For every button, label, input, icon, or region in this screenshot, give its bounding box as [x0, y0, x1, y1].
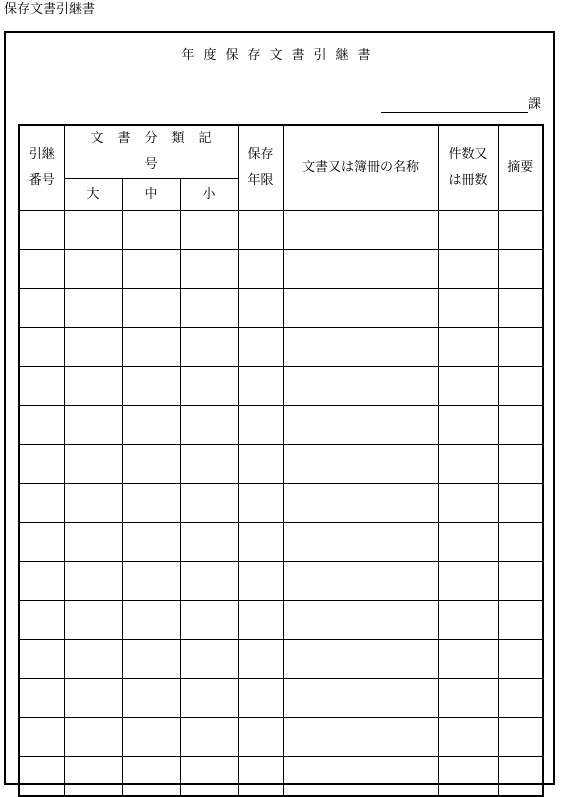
header-class-large: 大: [64, 179, 122, 211]
cell-count[interactable]: [438, 562, 498, 601]
cell-count[interactable]: [438, 406, 498, 445]
cell-remarks[interactable]: [498, 640, 543, 679]
cell-count[interactable]: [438, 523, 498, 562]
cell-class-small[interactable]: [180, 757, 238, 797]
cell-class-medium[interactable]: [122, 601, 180, 640]
cell-remarks[interactable]: [498, 718, 543, 757]
table-row: [19, 562, 543, 601]
cell-document-name[interactable]: [283, 718, 438, 757]
table-row: [19, 640, 543, 679]
cell-document-name[interactable]: [283, 640, 438, 679]
header-remarks: 摘要: [498, 125, 543, 211]
cell-document-name[interactable]: [283, 367, 438, 406]
cell-document-name[interactable]: [283, 328, 438, 367]
cell-class-small[interactable]: [180, 718, 238, 757]
cell-transfer-number[interactable]: [19, 601, 64, 640]
transfer-register-table: [18, 124, 544, 797]
cell-retention-period[interactable]: [238, 523, 283, 562]
cell-remarks[interactable]: [498, 484, 543, 523]
cell-count[interactable]: [438, 601, 498, 640]
cell-class-medium[interactable]: [122, 640, 180, 679]
cell-count[interactable]: [438, 718, 498, 757]
cell-class-medium[interactable]: [122, 328, 180, 367]
cell-class-large[interactable]: [64, 211, 122, 250]
cell-transfer-number[interactable]: [19, 406, 64, 445]
cell-class-small[interactable]: [180, 640, 238, 679]
table-row: [19, 484, 543, 523]
table-row: [19, 367, 543, 406]
cell-class-large[interactable]: [64, 328, 122, 367]
cell-class-small[interactable]: [180, 289, 238, 328]
cell-class-medium[interactable]: [122, 562, 180, 601]
cell-remarks[interactable]: [498, 211, 543, 250]
cell-class-large[interactable]: [64, 679, 122, 718]
cell-transfer-number[interactable]: [19, 211, 64, 250]
cell-document-name[interactable]: [283, 679, 438, 718]
cell-document-name[interactable]: [283, 445, 438, 484]
table-row: [19, 523, 543, 562]
cell-remarks[interactable]: [498, 406, 543, 445]
cell-retention-period[interactable]: [238, 289, 283, 328]
cell-count[interactable]: [438, 484, 498, 523]
cell-transfer-number[interactable]: [19, 367, 64, 406]
cell-class-medium[interactable]: [122, 250, 180, 289]
cell-remarks[interactable]: [498, 757, 543, 797]
cell-count[interactable]: [438, 445, 498, 484]
header-count-line1: 件数又: [448, 147, 488, 162]
cell-class-small[interactable]: [180, 445, 238, 484]
table-row: [19, 211, 543, 250]
cell-document-name[interactable]: [283, 211, 438, 250]
department-name-line: [381, 112, 528, 113]
header-retention-period-line2: 年限: [247, 173, 274, 188]
header-retention-period: [238, 125, 283, 211]
cell-count[interactable]: [438, 757, 498, 797]
table-row: [19, 679, 543, 718]
cell-document-name[interactable]: [283, 562, 438, 601]
cell-retention-period[interactable]: [238, 211, 283, 250]
cell-remarks[interactable]: [498, 367, 543, 406]
cell-class-large[interactable]: [64, 484, 122, 523]
cell-count[interactable]: [438, 250, 498, 289]
cell-class-small[interactable]: [180, 484, 238, 523]
header-transfer-number-line2: 番号: [28, 173, 55, 188]
cell-remarks[interactable]: [498, 601, 543, 640]
cell-document-name[interactable]: [283, 406, 438, 445]
cell-retention-period[interactable]: [238, 445, 283, 484]
cell-transfer-number[interactable]: [19, 718, 64, 757]
cell-class-large[interactable]: [64, 718, 122, 757]
cell-remarks[interactable]: [498, 679, 543, 718]
cell-class-medium[interactable]: [122, 445, 180, 484]
cell-class-small[interactable]: [180, 367, 238, 406]
table-row: [19, 445, 543, 484]
table-row: [19, 289, 543, 328]
cell-document-name[interactable]: [283, 289, 438, 328]
cell-document-name[interactable]: [283, 757, 438, 797]
cell-class-large[interactable]: [64, 640, 122, 679]
cell-class-medium[interactable]: [122, 406, 180, 445]
cell-transfer-number[interactable]: [19, 679, 64, 718]
cell-class-medium[interactable]: [122, 718, 180, 757]
cell-retention-period[interactable]: [238, 406, 283, 445]
cell-retention-period[interactable]: [238, 250, 283, 289]
table-row: [19, 328, 543, 367]
cell-class-small[interactable]: [180, 406, 238, 445]
cell-retention-period[interactable]: [238, 484, 283, 523]
cell-retention-period[interactable]: [238, 718, 283, 757]
cell-class-large[interactable]: [64, 562, 122, 601]
cell-transfer-number[interactable]: [19, 484, 64, 523]
cell-count[interactable]: [438, 679, 498, 718]
header-classification-code: 文書分類記号: [64, 125, 238, 179]
cell-class-large[interactable]: [64, 445, 122, 484]
cell-retention-period[interactable]: [238, 562, 283, 601]
cell-class-large[interactable]: [64, 367, 122, 406]
cell-class-large[interactable]: [64, 601, 122, 640]
cell-count[interactable]: [438, 328, 498, 367]
cell-class-small[interactable]: [180, 562, 238, 601]
cell-class-medium[interactable]: [122, 523, 180, 562]
cell-count[interactable]: [438, 640, 498, 679]
cell-class-large[interactable]: [64, 406, 122, 445]
cell-transfer-number[interactable]: [19, 640, 64, 679]
header-transfer-number-line1: 引継: [28, 147, 55, 162]
department-suffix: 課: [528, 97, 542, 112]
cell-class-medium[interactable]: [122, 367, 180, 406]
cell-class-large[interactable]: [64, 757, 122, 797]
cell-class-medium[interactable]: [122, 484, 180, 523]
cell-retention-period[interactable]: [238, 601, 283, 640]
cell-class-small[interactable]: [180, 328, 238, 367]
table-row: [19, 757, 543, 797]
cell-transfer-number[interactable]: [19, 562, 64, 601]
cell-class-large[interactable]: [64, 289, 122, 328]
cell-retention-period[interactable]: [238, 679, 283, 718]
cell-document-name[interactable]: [283, 601, 438, 640]
register-body: [19, 211, 543, 797]
cell-retention-period[interactable]: [238, 640, 283, 679]
cell-count[interactable]: [438, 367, 498, 406]
cell-remarks[interactable]: [498, 562, 543, 601]
cell-transfer-number[interactable]: [19, 250, 64, 289]
cell-document-name[interactable]: [283, 250, 438, 289]
header-count: [438, 125, 498, 211]
cell-count[interactable]: [438, 211, 498, 250]
header-class-small: 小: [180, 179, 238, 211]
cell-transfer-number[interactable]: [19, 289, 64, 328]
cell-transfer-number[interactable]: [19, 445, 64, 484]
table-row: [19, 601, 543, 640]
cell-class-large[interactable]: [64, 523, 122, 562]
cell-class-small[interactable]: [180, 523, 238, 562]
header-document-name: 文書又は簿冊の名称: [283, 125, 438, 211]
table-row: [19, 718, 543, 757]
table-row: [19, 250, 543, 289]
document-caption: 保存文書引継書: [4, 2, 96, 17]
header-class-medium: 中: [122, 179, 180, 211]
cell-class-large[interactable]: [64, 250, 122, 289]
cell-remarks[interactable]: [498, 250, 543, 289]
cell-count[interactable]: [438, 289, 498, 328]
cell-remarks[interactable]: [498, 445, 543, 484]
form-title: 年度保存文書引継書: [181, 48, 380, 63]
cell-class-medium[interactable]: [122, 757, 180, 797]
cell-remarks[interactable]: [498, 289, 543, 328]
cell-class-small[interactable]: [180, 601, 238, 640]
cell-transfer-number[interactable]: [19, 757, 64, 797]
cell-class-small[interactable]: [180, 211, 238, 250]
header-transfer-number: [19, 125, 64, 211]
header-count-line2: は冊数: [448, 173, 488, 188]
cell-class-medium[interactable]: [122, 289, 180, 328]
cell-class-medium[interactable]: [122, 211, 180, 250]
cell-document-name[interactable]: [283, 484, 438, 523]
cell-remarks[interactable]: [498, 328, 543, 367]
table-row: [19, 406, 543, 445]
cell-document-name[interactable]: [283, 523, 438, 562]
cell-remarks[interactable]: [498, 523, 543, 562]
cell-class-small[interactable]: [180, 679, 238, 718]
cell-class-small[interactable]: [180, 250, 238, 289]
cell-retention-period[interactable]: [238, 757, 283, 797]
cell-retention-period[interactable]: [238, 328, 283, 367]
cell-retention-period[interactable]: [238, 367, 283, 406]
cell-transfer-number[interactable]: [19, 328, 64, 367]
header-retention-period-line1: 保存: [247, 147, 274, 162]
cell-class-medium[interactable]: [122, 679, 180, 718]
cell-transfer-number[interactable]: [19, 523, 64, 562]
